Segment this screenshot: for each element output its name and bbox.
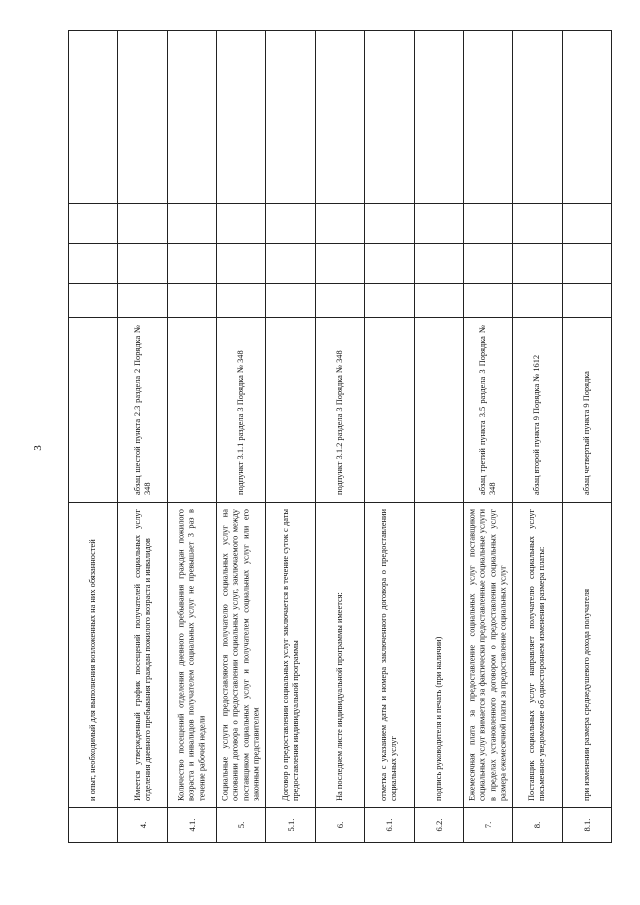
criterion-cell-5: На последнем листе индивидуальной программы имеется:	[315, 503, 364, 808]
number-cell-0	[69, 808, 118, 843]
basis-cell-4	[266, 318, 315, 503]
criterion-cell-0: и опыт, необходимый для выполнения возложенных на них обязанностей	[69, 503, 118, 808]
cell-extra-9	[463, 31, 512, 204]
basis-cell-6	[365, 318, 414, 503]
number-cell-2: 4.1.	[167, 808, 216, 843]
cell-extra-10	[513, 31, 562, 204]
basis-cell-8: абзац третий пункта 3.5 раздела 3 Порядка № 348	[463, 318, 512, 503]
cell-extra-3	[167, 31, 216, 204]
basis-cell-1: абзац шестой пункта 2.3 раздела 2 Порядка № 348	[118, 318, 167, 503]
number-cell-9: 8.	[513, 808, 562, 843]
row-extra-columns-2	[69, 204, 612, 244]
cell-extra-8	[414, 31, 463, 204]
basis-cell-10: абзац четвертый пункта 9 Порядка	[562, 318, 611, 503]
number-cell-7: 6.2.	[414, 808, 463, 843]
number-cell-8: 7.	[463, 808, 512, 843]
criterion-cell-1: Имеется утвержденный график посещений получателей социальных услуг отделения дневного пребывания граждан пожилого возраста и инвалидов	[118, 503, 167, 808]
cell-extra-1	[69, 31, 118, 204]
criterion-cell-7: подпись руководителя и печать (при наличии)	[414, 503, 463, 808]
basis-cell-3: подпункт 3.1.1 раздела 3 Порядка № 348	[217, 318, 266, 503]
criterion-cell-8: Ежемесячная плата за предоставление социальных услуг поставщиком социальных услуг взимается за фактически предоставленные социальные услуги в пределах установленного договором о предоставлении социальных услуг размера ежемесячной платы за предоставление социальных услуг	[463, 503, 512, 808]
criterion-cell-9: Поставщик социальных услуг направляет получателю социальных услуг письменное уведомление об одностороннем изменении размера платы:	[513, 503, 562, 808]
basis-cell-5: подпункт 3.1.2 раздела 3 Порядка № 348	[315, 318, 364, 503]
basis-cell-2	[167, 318, 216, 503]
row-extra-columns	[69, 31, 612, 204]
basis-cell-7	[414, 318, 463, 503]
row-extra-columns-4	[69, 284, 612, 318]
number-cell-3: 5.	[217, 808, 266, 843]
page-number: 3	[32, 445, 44, 451]
row-extra-columns-3	[69, 244, 612, 284]
row-numbers	[69, 808, 612, 843]
cell-extra-11	[562, 31, 611, 204]
row-basis	[69, 318, 612, 503]
number-cell-4: 5.1.	[266, 808, 315, 843]
cell-extra-5	[266, 31, 315, 204]
criterion-cell-10: при изменении размера среднедушевого дохода получателя	[562, 503, 611, 808]
cell-extra-4	[217, 31, 266, 204]
criterion-cell-2: Количество посещений отделения дневного пребывания граждан пожилого возраста и инвалидов получателем социальных услуг не превышает 3 раз в течение рабочей недели	[167, 503, 216, 808]
checklist-table	[68, 30, 612, 843]
number-cell-10: 8.1.	[562, 808, 611, 843]
criterion-cell-6: отметка с указанием даты и номера заключенного договора о предоставлении социальных услуг	[365, 503, 414, 808]
basis-cell-0	[69, 318, 118, 503]
row-criteria	[69, 503, 612, 808]
criterion-cell-3: Социальные услуги предоставляются получателю социальных услуг на основании договора о предоставлении социальных услуг, заключаемого между поставщиком социальных услуг и получателем социальных услуг или его законным представителем	[217, 503, 266, 808]
number-cell-1: 4.	[118, 808, 167, 843]
number-cell-6: 6.1.	[365, 808, 414, 843]
basis-cell-9: абзац второй пункта 9 Порядка № 1612	[513, 318, 562, 503]
cell-extra-6	[315, 31, 364, 204]
number-cell-5: 6.	[315, 808, 364, 843]
criterion-cell-4: Договор о предоставлении социальных услуг заключается в течение суток с даты предоставления индивидуальной программы	[266, 503, 315, 808]
cell-extra-7	[365, 31, 414, 204]
cell-extra-2	[118, 31, 167, 204]
